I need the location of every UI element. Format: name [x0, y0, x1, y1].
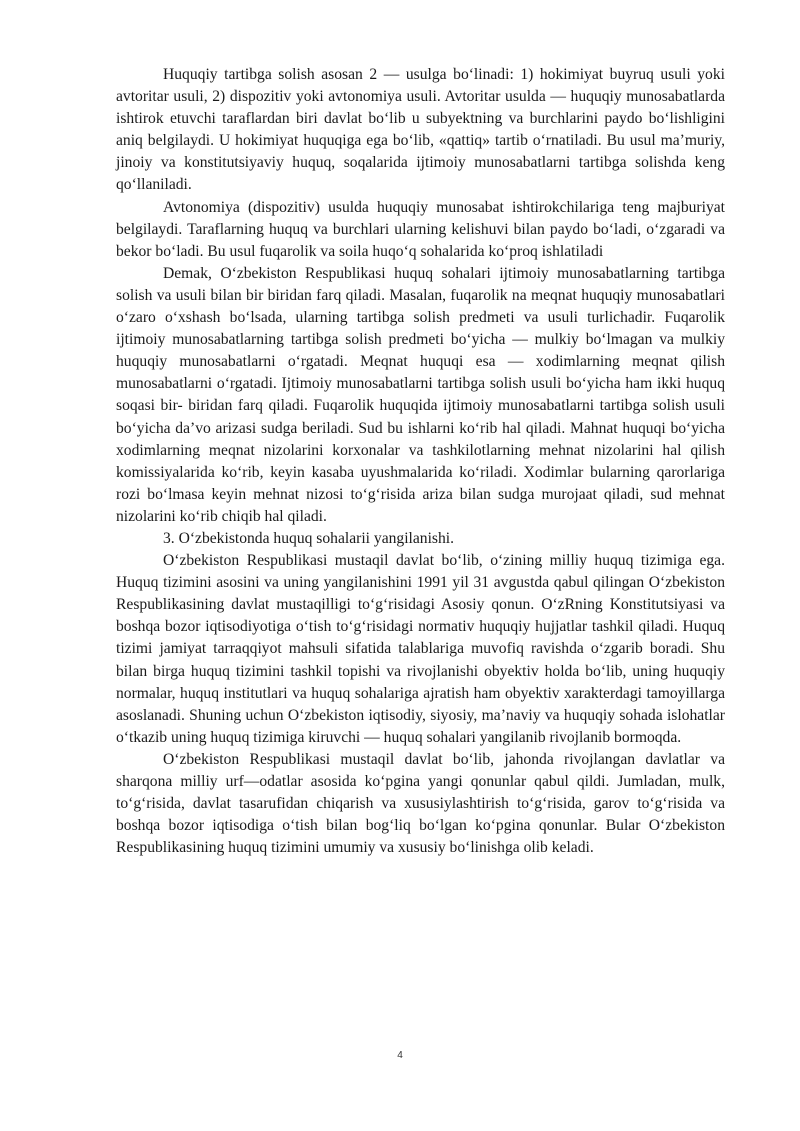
paragraph-legal-system-renewal: O‘zbekiston Respublikasi mustaqil davlat bo‘lib, o‘zining milliy huquq tizimiga ega. Huquq tizimini asosini va uning yangilanishini 1991 yil 31 avgustda qabul qilingan O‘zbekiston Respublikasining davlat mustaqilligi to‘g‘risidagi Asosiy qonun. O‘zRning Konstitutsiyasi va boshqa bozor iqtisodiyotiga o‘tish to‘g‘risidagi normativ huquqiy hujjatlar tashkil qiladi. Huquq tizimi jamiyat tarraqqiyot mahsuli sifatida talablariga muvofiq ravishda o‘zgarib boradi. Shu bilan birga huquq tizimini tashkil topishi va rivojlanishi obyektiv holda bo‘lib, uning huquqiy normalar, huquq institutlari va huquq sohalariga ajratish ham obyektiv xarakterdagi tamoyillarga asoslanadi. Shuning uchun O‘zbekiston iqtisodiy, siyosiy, ma’naviy va huquqiy sohada islohatlar o‘tkazib uning huquq tizimiga kiruvchi — huquq sohalari yangilanib rivojlanib bormoqda.	[116, 552, 725, 746]
paragraph-new-laws: O‘zbekiston Respublikasi mustaqil davlat bo‘lib, jahonda rivojlangan davlatlar va sharqona milliy urf—odatlar asosida ko‘pgina yangi qonunlar qabul qildi. Jumladan, mulk, to‘g‘risida, davlat tasarufidan chiqarish va xususiylashtirish to‘g‘risida, garov to‘g‘risida va boshqa bozor iqtisodiga o‘tish bilan bog‘liq bo‘lgan ko‘pgina qonunlar. Bular O‘zbekiston Respublikasining huquq tizimini umumiy va xususiy bo‘linishga olib keladi.	[116, 750, 725, 857]
paragraph-legal-regulation-methods: Huquqiy tartibga solish asosan 2 — usulga bo‘linadi: 1) hokimiyat buyruq usuli yoki avtoritar usuli, 2) dispozitiv yoki avtonomiya usuli. Avtoritar usulda — huquqiy munosabatlarda ishtirok etuvchi taraflardan biri davlat bo‘lib u subyektning va burchlarini paydo bo‘lishligini aniq belgilaydi. U hokimiyat huquqiga ega bo‘lib, «qattiq» tartib o‘rnatiladi. Bu usul ma’muriy, jinoiy va konstitutsiyaviy huquq, soqalarida ijtimoiy munosabatlarni tartibga solishda keng qo‘llaniladi.	[116, 66, 725, 194]
page-number: 4	[397, 1050, 403, 1061]
paragraph-law-branches-comparison: Demak, O‘zbekiston Respublikasi huquq sohalari ijtimoiy munosabatlarning tartibga solish va usuli bilan bir biridan farq qiladi. Masalan, fuqarolik na meqnat huquqiy munosabatlari o‘zaro o‘xshash bo‘lsada, ularning tartibga solish predmeti va usuli turlichadir. Fuqarolik ijtimoiy munosabatlarning tartibga solish predmeti bo‘yicha — mulkiy bo‘lmagan va mulkiy huquqiy munosabatlarni o‘rgatadi. Meqnat huquqi esa — xodimlarning meqnat qilish munosabatlarni o‘rgatadi. Ijtimoiy munosabatlarni tartibga solish usuli bo‘yicha ham ikki huquq soqasi bir- biridan farq qiladi. Fuqarolik huquqida ijtimoiy munosabatlarni tartibga solish usuli bo‘yicha da’vo arizasi sudga beriladi. Sud bu ishlarni ko‘rib hal qiladi. Mahnat huquqi bo‘yicha xodimlarning meqnat nizolarini korxonalar va tashkilotlarning mehnat nizolarini hal qilish komissiyalarida ko‘rib, keyin kasaba uyushmalarida ko‘riladi. Xodimlar bularning qarorlariga rozi bo‘lmasa keyin mehnat nizosi to‘g‘risida ariza bilan sudga murojaat qiladi, sud mehnat nizolarini ko‘rib chiqib hal qiladi.	[116, 264, 725, 525]
paragraph-autonomy-method: Avtonomiya (dispozitiv) usulda huquqiy munosabat ishtirokchilariga teng majburiyat belgilaydi. Taraflarning huquq va burchlari ularning kelishuvi bilan paydo bo‘ladi, o‘zgaradi va bekor bo‘ladi. Bu usul fuqarolik va soila huqo‘q sohalarida ko‘proq ishlatiladi	[116, 198, 725, 260]
document-page	[116, 64, 725, 859]
section-heading: 3. O‘zbekistonda huquq sohalarii yangilanishi.	[163, 529, 455, 547]
